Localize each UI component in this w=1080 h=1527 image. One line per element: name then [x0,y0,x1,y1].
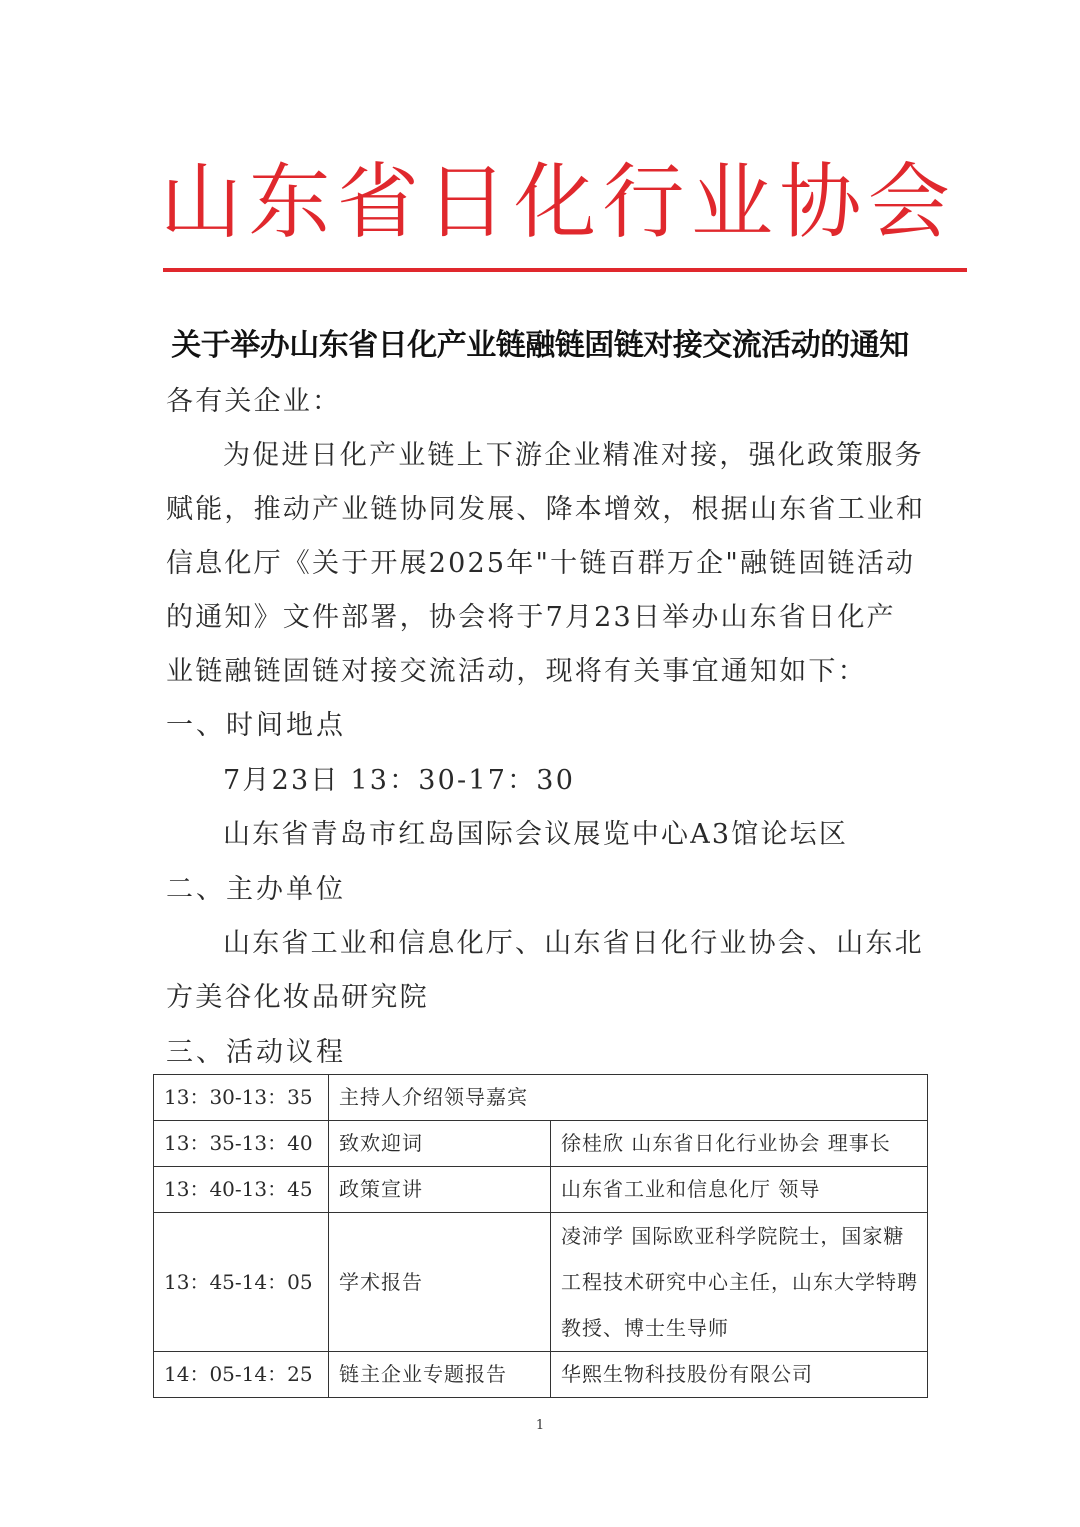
agenda-speaker: 徐桂欣 山东省日化行业协会 理事长 [551,1121,928,1167]
letterhead-divider [163,268,967,272]
agenda-row [154,1167,928,1213]
agenda-item: 链主企业专题报告 [329,1352,551,1398]
section-heading-time-place: 一、时间地点 [166,710,346,741]
letterhead-char: 日 [425,155,508,250]
agenda-row [154,1213,928,1352]
letterhead-title [160,148,950,258]
letterhead-char: 业 [690,155,773,250]
agenda-time: 13：45-14：05 [154,1213,329,1352]
page-number: 1 [535,1418,545,1433]
agenda-item: 致欢迎词 [329,1121,551,1167]
agenda-table [153,1074,928,1398]
section-heading-agenda: 三、活动议程 [166,1037,346,1068]
agenda-time: 14：05-14：25 [154,1352,329,1398]
letterhead-char: 省 [336,155,419,250]
letterhead-char: 行 [602,155,685,250]
agenda-row [154,1121,928,1167]
agenda-row [154,1075,928,1121]
document-title: 关于举办山东省日化产业链融链固链对接交流活动的通知 [171,328,909,363]
agenda-row [154,1352,928,1398]
event-time: 7月23日 13：30-17：30 [223,765,576,796]
letterhead-char: 协 [779,155,862,250]
salutation: 各有关企业： [166,386,342,417]
organizers-line: 方美谷化妆品研究院 [166,982,429,1013]
agenda-speaker: 凌沛学 国际欧亚科学院院士，国家糖工程技术研究中心主任，山东大学特聘教授、博士生导师 [551,1213,928,1352]
agenda-item: 政策宣讲 [329,1167,551,1213]
agenda-time: 13：40-13：45 [154,1167,329,1213]
section-heading-organizers: 二、主办单位 [166,874,346,905]
event-place: 山东省青岛市红岛国际会议展览中心A3馆论坛区 [223,819,849,850]
intro-line: 的通知》文件部署，协会将于7月23日举办山东省日化产 [166,602,896,633]
agenda-speaker: 华熙生物科技股份有限公司 [551,1352,928,1398]
letterhead-char: 会 [867,155,950,250]
agenda-item: 主持人介绍领导嘉宾 [329,1075,928,1121]
letterhead-char: 东 [248,155,331,250]
agenda-time: 13：35-13：40 [154,1121,329,1167]
agenda-item: 学术报告 [329,1213,551,1352]
organizers-line: 山东省工业和信息化厅、山东省日化行业协会、山东北 [223,928,924,959]
agenda-speaker: 山东省工业和信息化厅 领导 [551,1167,928,1213]
intro-line: 信息化厅《关于开展2025年"十链百群万企"融链固链活动 [166,548,916,579]
agenda-time: 13：30-13：35 [154,1075,329,1121]
letterhead-char: 山 [160,155,243,250]
letterhead-char: 化 [513,155,596,250]
intro-line: 业链融链固链对接交流活动，现将有关事宜通知如下： [166,656,867,687]
intro-line: 为促进日化产业链上下游企业精准对接，强化政策服务 [223,440,924,471]
intro-line: 赋能，推动产业链协同发展、降本增效，根据山东省工业和 [166,494,926,525]
